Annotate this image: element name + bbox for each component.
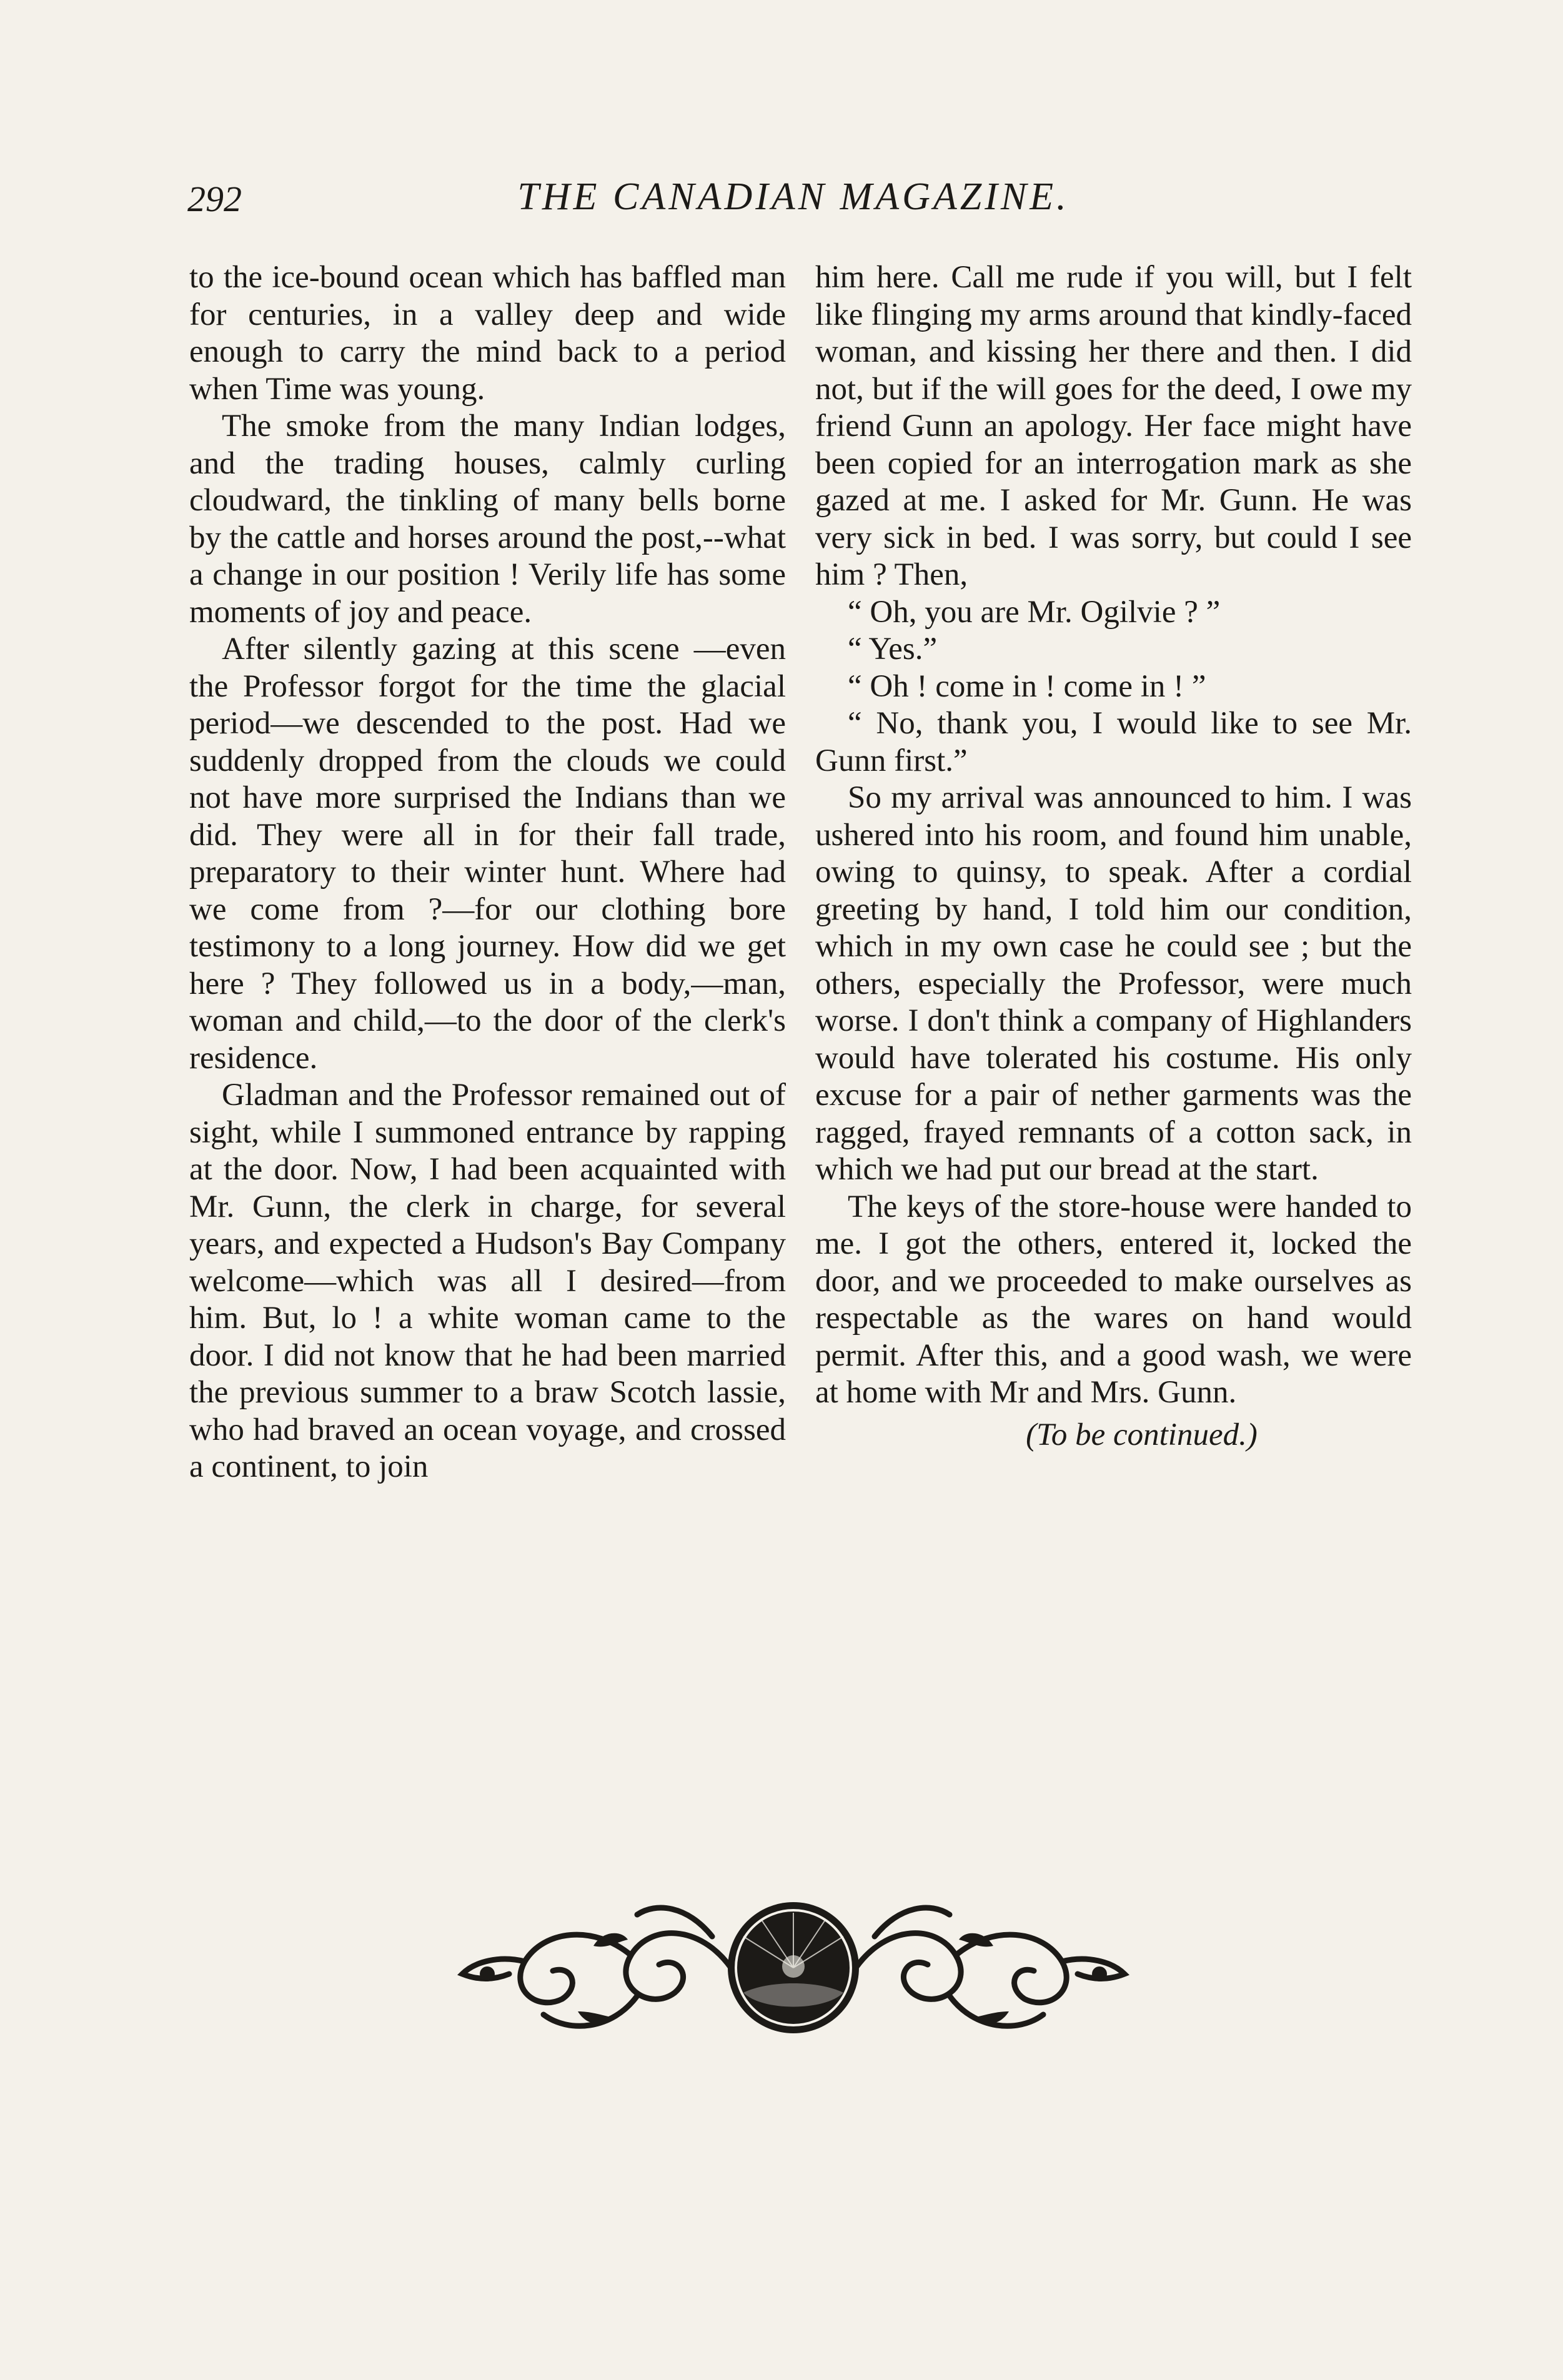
right-column [815,259,1412,1454]
paragraph: him here. Call me rude if you will, but I felt like flinging my arms around that kindly-faced woman, and kissing her there and then. I did not, but if the will goes for the deed, I owe my friend Gunn an apology. Her face might have been copied for an interrogation mark as she gazed at me. I asked for Mr. Gunn. He was very sick in bed. I was sorry, but could I see him ? Then, [815,260,1412,592]
dialogue-line: “ No, thank you, I would like to see Mr. Gunn first.” [815,706,1412,778]
left-column [189,259,786,1486]
paragraph: After silently gazing at this scene —even the Professor forgot for the time the glacial period—we descended to the post. Had we suddenly dropped from the clouds we could not have more surprised the Indians than we did. They were all in for their fall trade, preparatory to their winter hunt. Where had we come from ?—for our clothing bore testimony to a long journey. How did we get here ? They followed us in a body,—man, woman and child,—to the door of the clerk's residence. [189,632,786,1076]
paragraph: The smoke from the many Indian lodges, and the trading houses, calmly curling cloudward, the tinkling of many bells borne by the cattle and horses around the post,--what a change in our position ! Verily life has some moments of joy and peace. [189,409,786,630]
paragraph: The keys of the store-house were handed to me. I got the others, entered it, locked the door, and we proceeded to make ourselves as respectable as the wares on hand would permit. After this, and a good wash, we were at home with Mr and Mrs. Gunn. [815,1189,1412,1410]
scrollwork-tailpiece-icon [450,1887,1137,2049]
paragraph: to the ice-bound ocean which has baffled man for centuries, in a valley deep and wide enough to carry the mind back to a period when Time was young. [189,260,786,407]
dialogue-line: “ Oh, you are Mr. Ogilvie ? ” [848,594,1221,630]
dialogue-line: “ Oh ! come in ! come in ! ” [848,668,1206,704]
paragraph: Gladman and the Professor remained out of sight, while I summoned entrance by rapping at the door. Now, I had been acquainted with Mr. Gunn, the clerk in charge, for several years, and expected a Hudson's Bay Company welcome—which was all I desired—from him. But, lo ! a white woman came to the door. I did not know that he had been married the previous summer to a braw Scotch lassie, who had braved an ocean voyage, and crossed a continent, to join [189,1078,786,1484]
continuation-note: (To be continued.) [1026,1417,1258,1452]
running-title: THE CANADIAN MAGAZINE. [517,176,1069,218]
page-number: 292 [187,179,242,219]
paragraph: So my arrival was announced to him. I was ushered into his room, and found him unable, owing to quinsy, to speak. After a cordial greeting by hand, I told him our condition, which in my own case he could see ; but the others, especially the Professor, were much worse. I don't think a company of Highlanders would have tolerated his costume. His only excuse for a pair of nether garments was the ragged, frayed remnants of a cotton sack, in which we had put our bread at the start. [815,780,1412,1187]
dialogue-line: “ Yes.” [848,632,938,667]
